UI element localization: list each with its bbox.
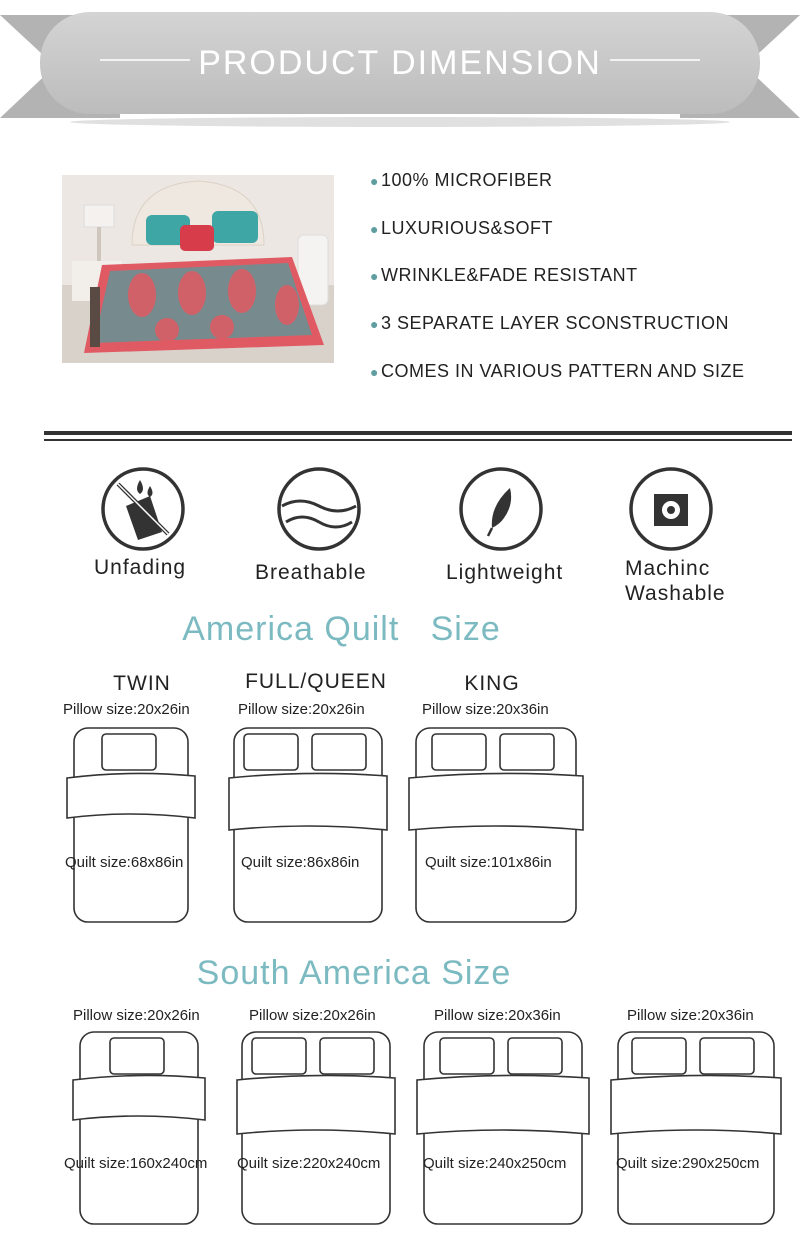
- feature-item: ● WRINKLE&FADE RESISTANT: [370, 265, 638, 285]
- bed-diagram-290x250: [610, 1030, 782, 1226]
- pillow-size-label: Pillow size:20x26in: [238, 701, 365, 718]
- size-name: TWIN: [113, 672, 171, 695]
- bed-diagram-full-queen: [228, 726, 388, 924]
- care-label: Unfading: [94, 556, 187, 579]
- pillow-size-label: Pillow size:20x36in: [627, 1007, 754, 1024]
- bed-diagram-twin: [66, 726, 196, 924]
- bullet-icon: ●: [370, 173, 379, 189]
- page-title: PRODUCT DIMENSION: [198, 44, 602, 82]
- pillow-size-label: Pillow size:20x26in: [73, 1007, 200, 1024]
- care-label: Lightweight: [446, 561, 564, 584]
- bullet-icon: ●: [370, 316, 379, 332]
- size-name: KING: [464, 672, 520, 695]
- divider: [44, 431, 792, 435]
- quilt-size-label: Quilt size:290x250cm: [616, 1155, 760, 1172]
- washing-machine-icon: [628, 466, 714, 552]
- bed-diagram-220x240: [236, 1030, 396, 1226]
- feature-item: ● 100% MICROFIBER: [370, 170, 553, 190]
- care-label: Washable: [625, 582, 726, 605]
- size-name: FULL/QUEEN: [245, 670, 387, 693]
- quilt-size-label: Quilt size:240x250cm: [423, 1155, 567, 1172]
- care-label: Machinc: [625, 557, 711, 580]
- quilt-size-label: Quilt size:220x240cm: [237, 1155, 381, 1172]
- quilt-size-label: Quilt size:160x240cm: [64, 1155, 208, 1172]
- quilt-size-label: Quilt size:68x86in: [65, 854, 184, 871]
- pillow-size-label: Pillow size:20x36in: [422, 701, 549, 718]
- pillow-size-label: Pillow size:20x26in: [63, 701, 190, 718]
- bullet-icon: ●: [370, 364, 379, 380]
- feature-item: ● COMES IN VARIOUS PATTERN AND SIZE: [370, 361, 745, 381]
- no-stain-icon: [100, 466, 186, 552]
- pillow-size-label: Pillow size:20x36in: [434, 1007, 561, 1024]
- section-title-south-america: South America Size: [196, 954, 512, 992]
- pillow-size-label: Pillow size:20x26in: [249, 1007, 376, 1024]
- product-photo: [62, 175, 334, 363]
- bed-diagram-240x250: [416, 1030, 590, 1226]
- feature-item: ● LUXURIOUS&SOFT: [370, 218, 553, 238]
- feature-item: ● 3 SEPARATE LAYER SCONSTRUCTION: [370, 313, 730, 333]
- bullet-icon: ●: [370, 221, 379, 237]
- section-title-america: America Quilt Size: [182, 610, 501, 648]
- care-label: Breathable: [255, 561, 367, 584]
- quilt-size-label: Quilt size:86x86in: [241, 854, 360, 871]
- bullet-icon: ●: [370, 268, 379, 284]
- quilt-size-label: Quilt size:101x86in: [425, 854, 552, 871]
- bed-diagram-160x240: [72, 1030, 206, 1226]
- feather-icon: [458, 466, 544, 552]
- bed-diagram-king: [408, 726, 584, 924]
- divider: [44, 439, 792, 441]
- waves-icon: [276, 466, 362, 552]
